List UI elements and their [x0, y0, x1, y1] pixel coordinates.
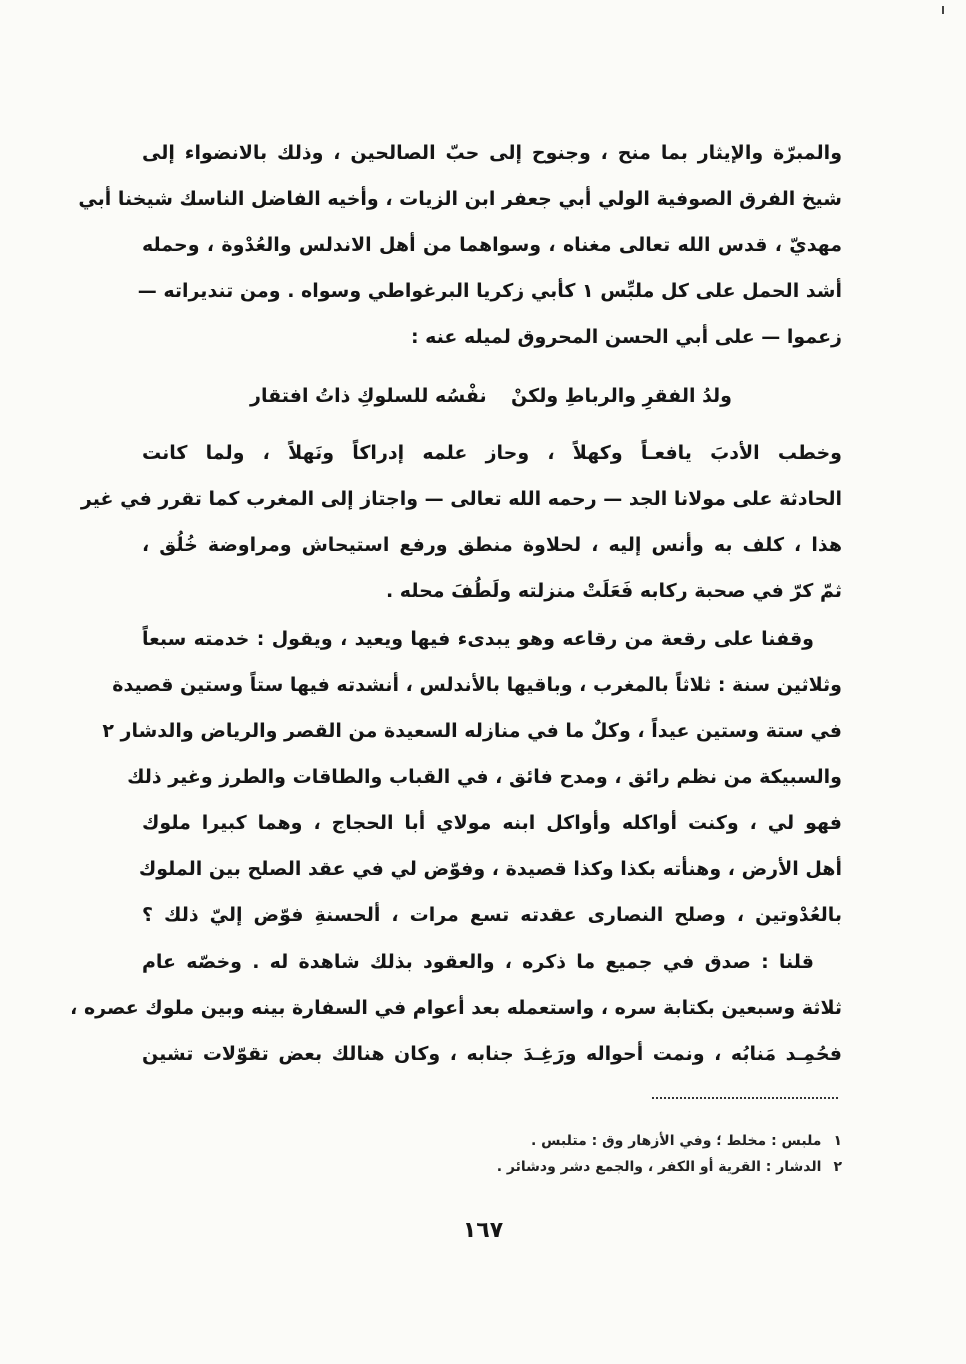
- text-line: قلنا : صدق في جميع ما ذكره ، والعقود بذلك شاهدة له . وخصّه عام: [142, 951, 814, 973]
- footnote-1: [497, 1128, 842, 1154]
- paragraph-2: [80, 430, 842, 614]
- verse-hemistich-2: نفْسُه للسلوكِ ذاتُ افتقار: [250, 385, 487, 407]
- paragraph-1: [78, 130, 842, 360]
- paragraph-3: [102, 616, 842, 938]
- text-line: أهل الأرض ، وهنأته بكذا وكذا قصيدة ، وفوّض لي في عقد الصلح بين الملوك: [138, 858, 842, 880]
- verse-hemistich-1: ولدُ الفقرِ والرباطِ ولكنْ: [511, 385, 732, 407]
- footnote-text: الدشار : القرية أو الكفر ، والجمع دشر ودشائر .: [496, 1159, 822, 1175]
- text-line: في ستة وستين عيداً ، وكلٌ ما في منازله السعيدة من القصر والرياض والدشار ٢: [102, 720, 842, 742]
- footnote-number: ١: [833, 1133, 842, 1149]
- text-line: والسبيكة من نظم رائق ، ومدح فائق ، في القباب والطاقات والطرز وغير ذلك: [127, 766, 842, 788]
- text-line: ثلاثة وسبعين بكتابة سره ، واستعمله بعد أعوام في السفارة بينه وبين ملوك عصره ،: [70, 997, 842, 1019]
- text-line: شيخ الفرق الصوفية الولي أبي جعفر ابن الزيات ، وأخيه الفاضل الناسك شيخنا أبي: [78, 188, 842, 210]
- footnote-separator: [652, 1097, 838, 1099]
- text-line: الحادثة على مولانا الجد — رحمه الله تعالى — واجتاز إلى المغرب كما تقرر في غير: [80, 488, 842, 510]
- text-line: زعموا — على أبي الحسن المحروق لميله عنه :: [410, 326, 842, 348]
- poetry-verse: [142, 372, 842, 420]
- text-line: هذا ، كلف به وأنس إليه ، لحلاوة منطق ورفع استيحاش ومراوضة خُلُق ،: [142, 534, 842, 556]
- footnotes: [497, 1128, 842, 1180]
- scan-speck: [942, 6, 944, 14]
- text-line: وثلاثين سنة : ثلاثاً بالمغرب ، وباقيها بالأندلس ، أنشدته فيها ستاً وستين قصيدة: [112, 674, 842, 696]
- text-line: فهو لي ، وكنت أواكله وأواكل ابنه مولاي أبا الحجاج ، وهما كبيرا ملوك: [142, 812, 842, 834]
- text-line: مهديّ ، قدس الله تعالى مغناه ، وسواهما من أهل الاندلس والعُدْوة ، وحمله: [142, 234, 842, 256]
- footnote-number: ٢: [833, 1159, 842, 1175]
- text-line: وخطب الأدبَ يافعـاً وكهلاً ، وحاز علمه إدراكاً ونَهلاً ، ولما كانت: [142, 442, 842, 464]
- text-line: ثمّ كرّ في صحبة ركابه فَعَلَتْ منزلته ولَطُفَ محله .: [385, 580, 842, 602]
- text-line: أشد الحمل على كل ملبِّس ١ كأبي زكريا البرغواطي وسواه . ومن تنديراته —: [137, 280, 842, 302]
- text-line: فحُمِـد مَنابُه ، ونمت أحواله ورَغِـدَ جنابه ، وكان هنالك بعض تقوّلات تشين: [142, 1043, 842, 1065]
- text-line: والمبرّة والإيثار بما منح ، وجنوح إلى حبّ الصالحين ، وذلك بالانضواء إلى: [142, 142, 842, 164]
- footnote-2: [497, 1154, 842, 1180]
- paragraph-4: [70, 939, 842, 1077]
- footnote-text: ملبس : مخلط ؛ وفي الأزهار وق : متلبس .: [530, 1133, 822, 1149]
- page-number: ١٦٧: [462, 1218, 504, 1243]
- text-line: وقفنا على رقعة من رقاعه وهو يبدىء فيها ويعيد ، ويقول : خدمته سبعاً: [142, 628, 814, 650]
- text-line: بالعُدْوتين ، وصلح النصارى عقدته تسع مرات ، ألحسنةِ فوّض إليّ ذلك ؟: [142, 904, 842, 926]
